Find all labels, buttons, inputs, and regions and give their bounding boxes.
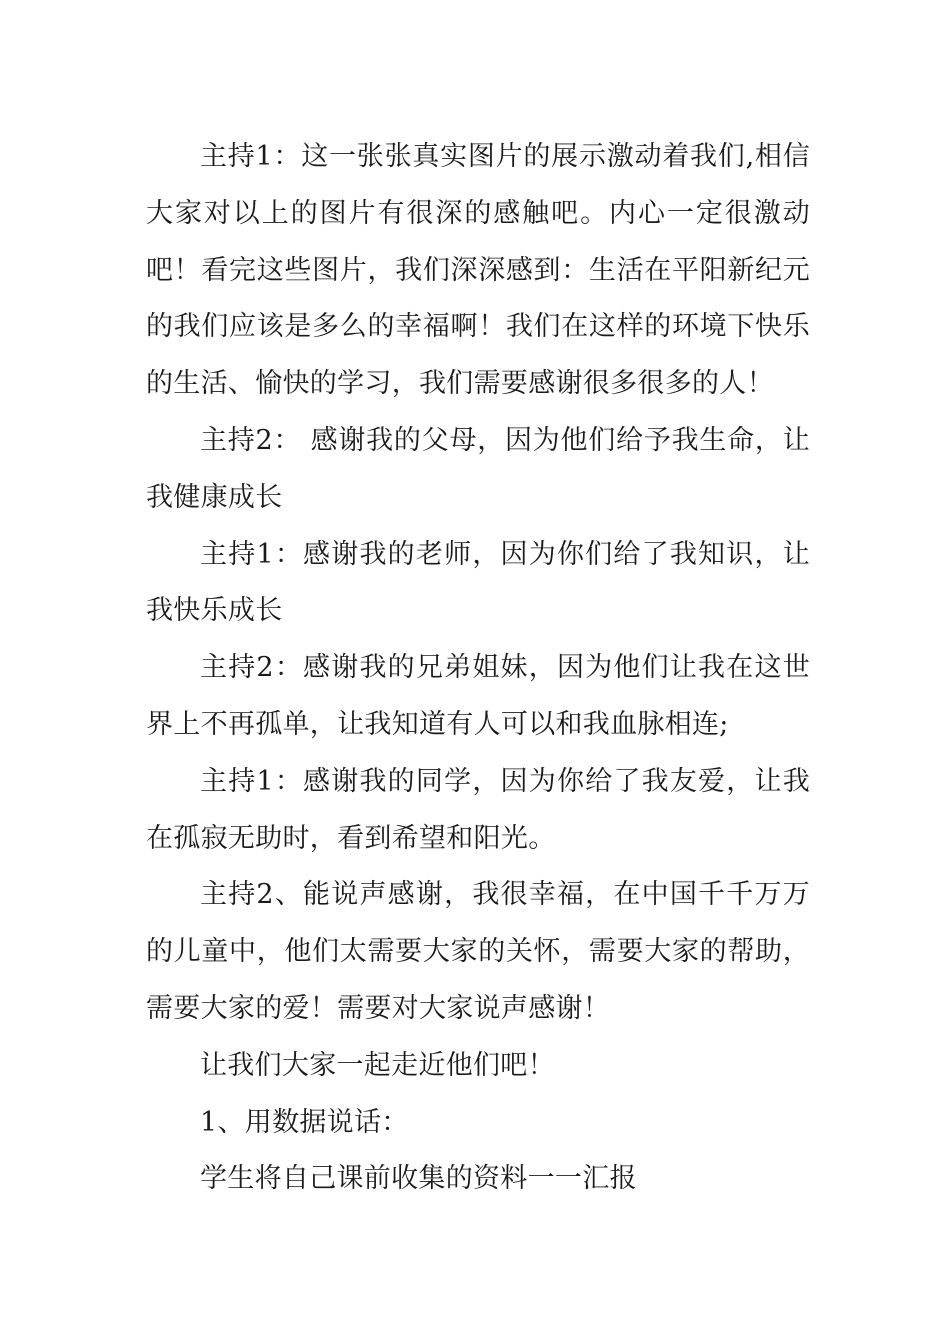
paragraph-host1-teachers: 主持1：感谢我的老师，因为你们给了我知识，让我快乐成长 (146, 538, 810, 627)
document-body (146, 129, 810, 1208)
paragraph-host1-intro: 主持1：这一张张真实图片的展示激动着我们,相信大家对以上的图片有很深的感触吧。内心一定很激动吧！看完这些图片，我们深深感到：生活在平阳新纪元的我们应该是多么的幸福啊！我们在这样的环境下快乐的生活、愉快的学习，我们需要感谢很多很多的人！ (146, 141, 810, 400)
paragraph-host1-classmates: 主持1：感谢我的同学，因为你给了我友爱，让我在孤寂无助时，看到希望和阳光。 (146, 765, 810, 854)
paragraph-invitation: 让我们大家一起走近他们吧！ (200, 1049, 555, 1081)
paragraph-host2-parents: 主持2： 感谢我的父母，因为他们给予我生命，让我健康成长 (146, 424, 810, 513)
paragraph-student-report: 学生将自己课前收集的资料一一汇报 (200, 1163, 637, 1195)
paragraph-host2-gratitude: 主持2、能说声感谢，我很幸福，在中国千千万万的儿童中，他们太需要大家的关怀，需要大家的帮助，需要大家的爱！需要对大家说声感谢！ (146, 879, 810, 1024)
paragraph-host2-siblings: 主持2：感谢我的兄弟姐妹，因为他们让我在这世界上不再孤单，让我知道有人可以和我血脉相连; (146, 652, 810, 740)
paragraph-section-heading: 1、用数据说话： (200, 1106, 409, 1138)
